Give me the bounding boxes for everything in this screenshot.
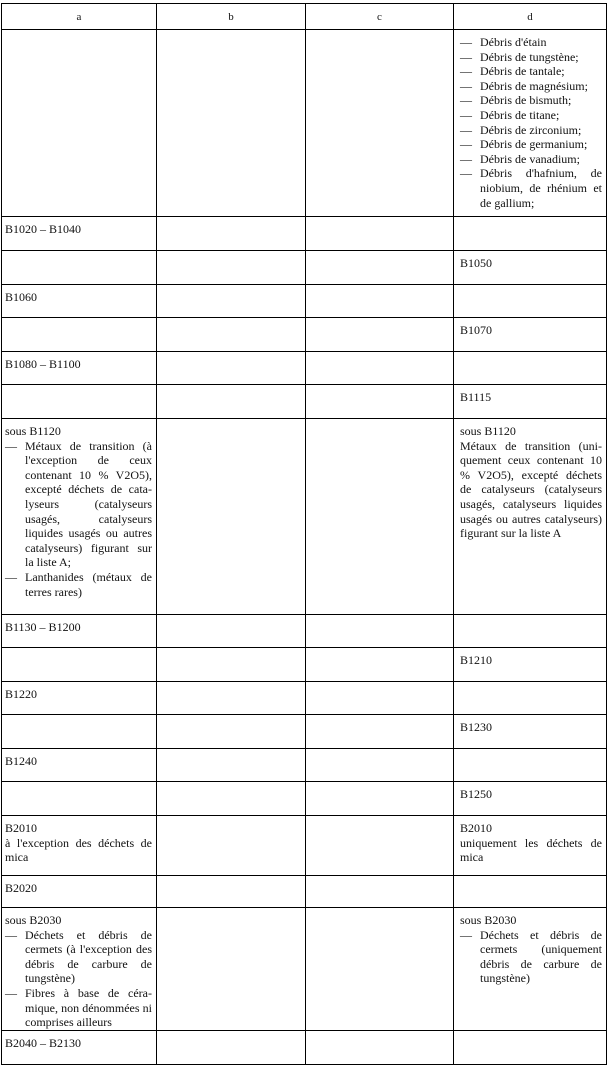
list-item: — Débris de vanadium; — [460, 152, 602, 167]
cell-a — [2, 419, 157, 615]
list-item: — Débris de magnésium; — [460, 79, 602, 94]
table-row — [2, 352, 607, 385]
cell-content — [454, 1031, 606, 1036]
table-row — [2, 385, 607, 419]
cell-content — [2, 682, 156, 702]
cell-d — [454, 749, 607, 782]
cell-b — [157, 648, 306, 682]
cell-content — [2, 385, 156, 390]
cell-content — [2, 648, 156, 653]
cell-content — [454, 876, 606, 881]
code-label: B1050 — [460, 256, 493, 270]
cell-c — [306, 648, 454, 682]
cell-b — [157, 1030, 306, 1064]
cell-c — [306, 816, 454, 876]
cell-c — [306, 876, 454, 908]
code-label: sous B1120 — [5, 424, 61, 438]
cell-c — [306, 682, 454, 715]
cell-content — [2, 30, 156, 35]
cell-a — [2, 285, 157, 318]
code-label: B1130 – B1200 — [5, 620, 81, 634]
cell-a — [2, 682, 157, 715]
code-label: B2020 — [5, 881, 38, 895]
cell-content — [2, 749, 156, 769]
cell-a — [2, 816, 157, 876]
code-label: B2010 — [5, 821, 38, 835]
code-label: B1220 — [5, 687, 38, 701]
cell-content — [454, 908, 606, 986]
code-label: B1250 — [460, 787, 493, 801]
cell-b — [157, 352, 306, 385]
list-item: — Débris d'étain — [460, 35, 602, 50]
cell-b — [157, 682, 306, 715]
table-row — [2, 217, 607, 251]
cell-c — [306, 782, 454, 816]
cell-content — [2, 615, 156, 635]
cell-content — [454, 385, 606, 405]
table-row — [2, 648, 607, 682]
code-label: B1210 — [460, 653, 493, 667]
description-text: uniquement les déchets de mica — [460, 835, 602, 865]
table-row — [2, 251, 607, 285]
cell-b — [157, 876, 306, 908]
cell-content — [454, 816, 606, 865]
code-label: B2010 — [460, 821, 493, 835]
cell-b — [157, 908, 306, 1031]
cell-content — [2, 715, 156, 720]
table-row — [2, 615, 607, 648]
cell-c — [306, 30, 454, 217]
list-item: — Métaux de transition (à l'exception de ceux contenant 10 % V2O5), excepté déchets de catalyseurs (catalyseurs usagés, catalyseurs liquides usagés ou autres catalyseurs) figurant sur la liste A; — [5, 439, 152, 570]
code-label: B1060 — [5, 290, 38, 304]
list-item: — Débris de tungstène; — [460, 50, 602, 65]
cell-content — [454, 217, 606, 222]
table-row — [2, 30, 607, 217]
cell-d — [454, 385, 607, 419]
correspondence-table — [1, 3, 607, 1065]
cell-content — [2, 816, 156, 865]
table-row — [2, 419, 607, 615]
cell-d — [454, 285, 607, 318]
cell-d — [454, 615, 607, 648]
list-item: — Débris d'hafnium, de niobium, de rhénium et de gallium; — [460, 166, 602, 210]
cell-c — [306, 908, 454, 1031]
cell-c — [306, 352, 454, 385]
cell-content — [2, 285, 156, 305]
code-label: sous B2030 — [5, 913, 62, 927]
column-header-a: a — [2, 4, 157, 30]
cell-b — [157, 715, 306, 749]
cell-c — [306, 1030, 454, 1064]
cell-d — [454, 876, 607, 908]
cell-content — [2, 251, 156, 256]
cell-c — [306, 615, 454, 648]
cell-c — [306, 715, 454, 749]
description-text: Métaux de transition (uniquement ceux contenant 10 % V2O5), excepté déchets de catalyseurs (catalyseurs usagés, catalyseurs liquides usagés ou autres catalyseurs) figurant sur la liste A — [460, 438, 602, 541]
column-header-b: b — [157, 4, 306, 30]
cell-a — [2, 615, 157, 648]
cell-b — [157, 217, 306, 251]
table-row — [2, 285, 607, 318]
code-label: B1020 – B1040 — [5, 222, 82, 236]
table-row — [2, 876, 607, 908]
list-item: — Débris de bismuth; — [460, 93, 602, 108]
cell-content — [454, 715, 606, 735]
cell-content — [454, 30, 606, 210]
cell-d — [454, 30, 607, 217]
table-row — [2, 782, 607, 816]
cell-a — [2, 352, 157, 385]
header-row — [2, 4, 607, 30]
cell-c — [306, 385, 454, 419]
cell-d — [454, 682, 607, 715]
cell-a — [2, 318, 157, 352]
code-label: B1115 — [460, 390, 492, 404]
table-row — [2, 816, 607, 876]
cell-a — [2, 908, 157, 1031]
cell-b — [157, 30, 306, 217]
cell-content — [454, 251, 606, 271]
cell-content — [2, 352, 156, 372]
cell-content — [454, 749, 606, 754]
cell-a — [2, 251, 157, 285]
cell-content — [2, 908, 156, 1030]
cell-content — [2, 419, 156, 599]
code-label: B1240 — [5, 754, 38, 768]
table-row — [2, 749, 607, 782]
cell-content — [2, 1031, 156, 1051]
cell-c — [306, 749, 454, 782]
cell-content — [2, 217, 156, 237]
cell-content — [454, 648, 606, 668]
cell-content — [454, 352, 606, 357]
cell-c — [306, 419, 454, 615]
cell-b — [157, 782, 306, 816]
dash-list — [460, 35, 602, 210]
list-item: — Déchets et débris de cermets (uniquement débris de carbure de tungstène) — [460, 928, 602, 986]
cell-a — [2, 30, 157, 217]
cell-a — [2, 1030, 157, 1064]
table-row — [2, 908, 607, 1031]
cell-b — [157, 285, 306, 318]
cell-c — [306, 285, 454, 318]
dash-list — [460, 928, 602, 986]
cell-b — [157, 385, 306, 419]
list-item: — Débris de zirconium; — [460, 123, 602, 138]
cell-d — [454, 1030, 607, 1064]
cell-a — [2, 385, 157, 419]
dash-list — [5, 439, 152, 600]
list-item: — Lanthanides (métaux de terres rares) — [5, 570, 152, 599]
description-text: à l'exception des déchets de mica — [5, 835, 152, 865]
table-row — [2, 318, 607, 352]
cell-b — [157, 251, 306, 285]
cell-a — [2, 782, 157, 816]
cell-b — [157, 615, 306, 648]
code-label: B2040 – B2130 — [5, 1035, 82, 1050]
cell-content — [2, 318, 156, 323]
cell-b — [157, 318, 306, 352]
cell-c — [306, 251, 454, 285]
list-item: — Débris de germanium; — [460, 137, 602, 152]
cell-a — [2, 876, 157, 908]
list-item: — Déchets et débris de cermets (à l'exception des débris de carbure de tungstène) — [5, 928, 152, 986]
cell-d — [454, 318, 607, 352]
cell-content — [454, 615, 606, 620]
code-label: B1230 — [460, 720, 493, 734]
cell-d — [454, 816, 607, 876]
cell-content — [2, 782, 156, 787]
cell-content — [454, 782, 606, 802]
cell-b — [157, 749, 306, 782]
code-label: sous B1120 — [460, 424, 516, 438]
cell-b — [157, 816, 306, 876]
cell-d — [454, 648, 607, 682]
table-row — [2, 715, 607, 749]
cell-content — [454, 682, 606, 687]
cell-d — [454, 352, 607, 385]
list-item: — Débris de tantale; — [460, 64, 602, 79]
code-label: B1070 — [460, 323, 493, 337]
cell-a — [2, 217, 157, 251]
cell-d — [454, 419, 607, 615]
cell-d — [454, 715, 607, 749]
cell-content — [454, 285, 606, 290]
cell-a — [2, 648, 157, 682]
cell-b — [157, 419, 306, 615]
cell-d — [454, 251, 607, 285]
list-item: — Débris de titane; — [460, 108, 602, 123]
list-item: — Fibres à base de céramique, non dénommées ni comprises ailleurs — [5, 986, 152, 1030]
code-label: B1080 – B1100 — [5, 357, 81, 371]
cell-d — [454, 782, 607, 816]
code-label: sous B2030 — [460, 913, 517, 927]
cell-c — [306, 318, 454, 352]
cell-content — [454, 419, 606, 541]
column-header-c: c — [306, 4, 454, 30]
cell-content — [2, 876, 156, 896]
column-header-d: d — [454, 4, 607, 30]
cell-a — [2, 715, 157, 749]
cell-d — [454, 908, 607, 1031]
dash-list — [5, 928, 152, 1030]
cell-c — [306, 217, 454, 251]
cell-a — [2, 749, 157, 782]
table-row — [2, 682, 607, 715]
table-body — [2, 30, 607, 1065]
cell-d — [454, 217, 607, 251]
table-row — [2, 1030, 607, 1064]
cell-content — [454, 318, 606, 338]
